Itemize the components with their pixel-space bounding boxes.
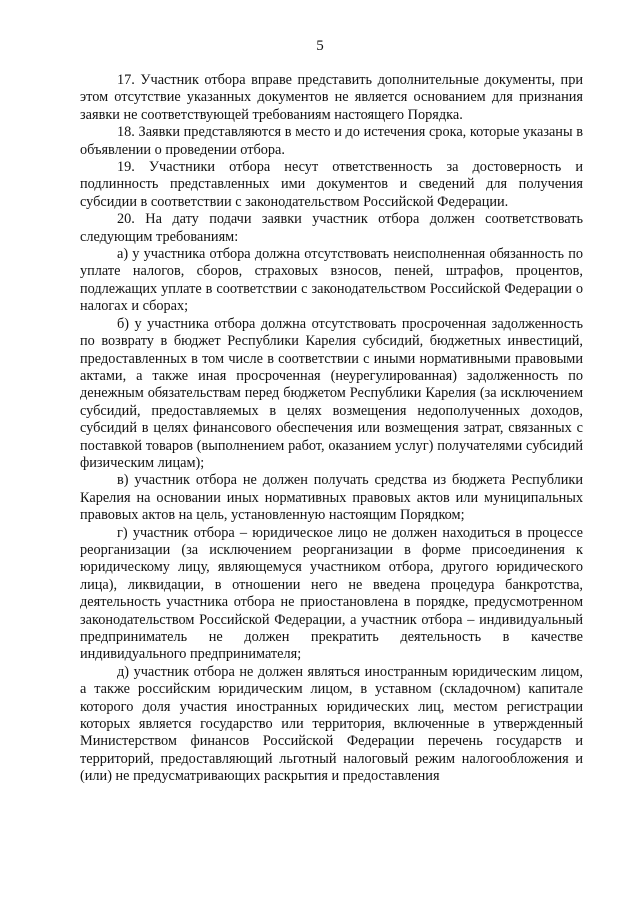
paragraph-20-b: б) у участника отбора должна отсутствовать просроченная задолженность по возврату в бюджет Республики Карелия субсидий, бюджетных инвестиций, предоставленных в том числе в соответствии с иными нормативными правовыми актами, а также иная просроченная (неурегулированная) задолженность по денежным обязательствам перед бюджетом Республики Карелия (за исключением субсидий, предоставляемых в целях возмещения недополученных доходов, субсидий в целях финансового обеспечения или возмещения затрат, связанных с поставкой товаров (выполнением работ, оказанием услуг) получателями субсидий физическим лицам); [80, 315, 583, 471]
paragraph-20: 20. На дату подачи заявки участник отбора должен соответствовать следующим требованиям: [80, 211, 583, 245]
paragraph-18: 18. Заявки представляются в место и до истечения срока, которые указаны в объявлении о проведении отбора. [80, 124, 583, 158]
page-number: 5 [316, 38, 324, 54]
paragraph-17: 17. Участник отбора вправе представить дополнительные документы, при этом отсутствие указанных документов не является основанием для признания заявки не соответствующей требованиям настоящего Порядка. [80, 72, 583, 123]
paragraph-20-a: а) у участника отбора должна отсутствовать неисполненная обязанность по уплате налогов, сборов, страховых взносов, пеней, штрафов, процентов, подлежащих уплате в соответствии с законодательством Российской Федерации о налогах и сборах; [80, 246, 583, 315]
paragraph-19: 19. Участники отбора несут ответственность за достоверность и подлинность представленных ими документов и сведений для получения субсидии в соответствии с законодательством Российской Федерации. [80, 159, 583, 210]
paragraph-20-d: д) участник отбора не должен являться иностранным юридическим лицом, а также российским юридическим лицом, в уставном (складочном) капитале которого доля участия иностранных юридических лиц, местом регистрации которых является государство или территория, включенные в утвержденный Министерством финансов Российской Федерации перечень государств и территорий, предоставляющий льготный налоговый режим налогообложения и (или) не предусматривающих раскрытия и предоставления [80, 663, 583, 785]
paragraph-20-v: в) участник отбора не должен получать средства из бюджета Республики Карелия на основании иных нормативных правовых актов или муниципальных правовых актов на цель, установленную настоящим Порядком; [80, 472, 583, 524]
paragraph-20-g: г) участник отбора – юридическое лицо не должен находиться в процессе реорганизации (за исключением реорганизации в форме присоединения к юридическому лицу, являющемуся участником отбора, другого юридического лица), ликвидации, в отношении него не введена процедура банкротства, деятельность участника отбора не приостановлена в порядке, предусмотренном законодательством Российской Федерации, а участник отбора – индивидуальный предприниматель не должен прекратить деятельность в качестве индивидуального предпринимателя; [80, 524, 583, 663]
document-body [80, 72, 583, 786]
